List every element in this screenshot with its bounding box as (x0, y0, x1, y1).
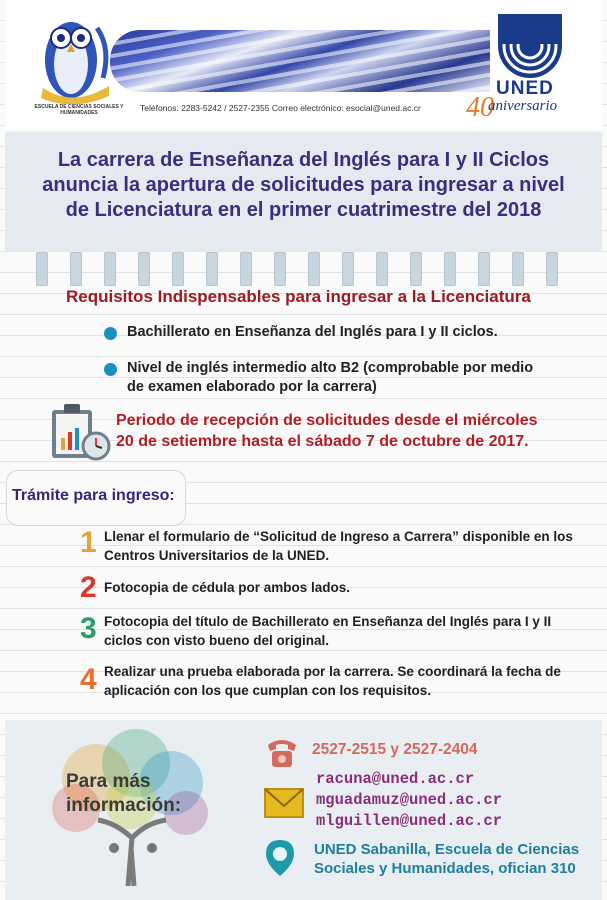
binder-ring (274, 252, 286, 286)
step-line: Llenar el formulario de “Solicitud de Ingreso a Carrera” disponible en los (104, 529, 573, 544)
requirement-line: de examen elaborado por la carrera) (127, 379, 377, 395)
step-line: Centros Universitarios de la UNED. (104, 548, 330, 563)
binder-ring (512, 252, 524, 286)
step-number-3: 3 (80, 612, 97, 645)
anniversary-number: 40 (466, 92, 494, 123)
binder-ring (36, 252, 48, 286)
binder-ring (342, 252, 354, 286)
anniversary-text: aniversario (488, 98, 558, 114)
contact-line: Teléfonos: 2283-5242 / 2527-2355 Correo electrónico: esocial@uned.ac.cr (140, 103, 421, 113)
owl-logo-icon (33, 8, 113, 104)
binder-ring (206, 252, 218, 286)
email-link[interactable]: mlguillen@uned.ac.cr (316, 812, 503, 830)
title-line-3: de Licenciatura en el primer cuatrimestre del 2018 (65, 199, 542, 221)
binder-ring (478, 252, 490, 286)
bullet-icon (104, 327, 117, 340)
uned-wordmark: UNED (496, 78, 554, 99)
requirement-line: Bachillerato en Enseñanza del Inglés para I y II ciclos. (127, 324, 498, 340)
school-name: ESCUELA DE CIENCIAS SOCIALES Y HUMANIDADES (34, 104, 124, 116)
email-link[interactable]: mguadamuz@uned.ac.cr (316, 791, 503, 809)
step-line: Fotocopia de cédula por ambos lados. (104, 580, 351, 595)
binder-ring (546, 252, 558, 286)
header-stripes-graphic (110, 30, 490, 92)
more-info-heading (66, 770, 181, 818)
binder-ring (240, 252, 252, 286)
announcement-title (5, 148, 602, 223)
phone-numbers: 2527-2515 y 2527-2404 (312, 741, 478, 758)
binder-ring (70, 252, 82, 286)
title-line-1: La carrera de Enseñanza del Inglés para I y II Ciclos (57, 149, 550, 171)
binder-ring (172, 252, 184, 286)
more-info-line: información: (66, 795, 182, 816)
step-line: Realizar una prueba elaborada por la carrera. Se coordinará la fecha de (104, 664, 561, 679)
step-line: ciclos con visto bueno del original. (104, 633, 330, 648)
binder-ring (138, 252, 150, 286)
binder-ring (376, 252, 388, 286)
period-line-1: Periodo de recepción de solicitudes desde el miércoles (116, 412, 538, 429)
address-line: UNED Sabanilla, Escuela de Ciencias (314, 841, 580, 858)
binder-ring (104, 252, 116, 286)
requirements-heading: Requisitos Indispensables para ingresar a la Licenciatura (66, 287, 531, 306)
period-line-2: 20 de setiembre hasta el sábado 7 de octubre de 2017. (116, 433, 529, 450)
location-pin-icon (264, 838, 296, 878)
binder-ring (308, 252, 320, 286)
envelope-icon (264, 788, 304, 818)
requirement-item (127, 323, 498, 342)
application-period (116, 410, 537, 452)
binder-ring (410, 252, 422, 286)
email-link[interactable]: racuna@uned.ac.cr (316, 770, 475, 788)
step-1-text (104, 527, 573, 565)
step-4-text (104, 662, 561, 700)
requirement-line: Nivel de inglés intermedio alto B2 (comprobable por medio (127, 360, 534, 376)
step-line: aplicación con los que cumplan con los requisitos. (104, 683, 432, 698)
step-number-4: 4 (80, 663, 97, 696)
phone-icon (264, 735, 300, 769)
binder-ring (444, 252, 456, 286)
step-3-text (104, 612, 551, 650)
step-2-text (104, 578, 350, 597)
step-number-2: 2 (80, 571, 97, 604)
more-info-line: Para más (66, 771, 151, 792)
bullet-icon (104, 363, 117, 376)
address (314, 840, 579, 878)
step-number-1: 1 (80, 526, 97, 559)
anniversary-badge (466, 92, 558, 124)
title-line-2: anuncia la apertura de solicitudes para ingresar a nivel (42, 174, 565, 196)
clipboard-chart-icon (48, 400, 112, 466)
requirement-item (127, 359, 533, 397)
address-line: Sociales y Humanidades, ofician 310 (314, 860, 576, 877)
step-line: Fotocopia del título de Bachillerato en Enseñanza del Inglés para I y II (104, 614, 552, 629)
procedure-heading: Trámite para ingreso: (12, 487, 175, 504)
